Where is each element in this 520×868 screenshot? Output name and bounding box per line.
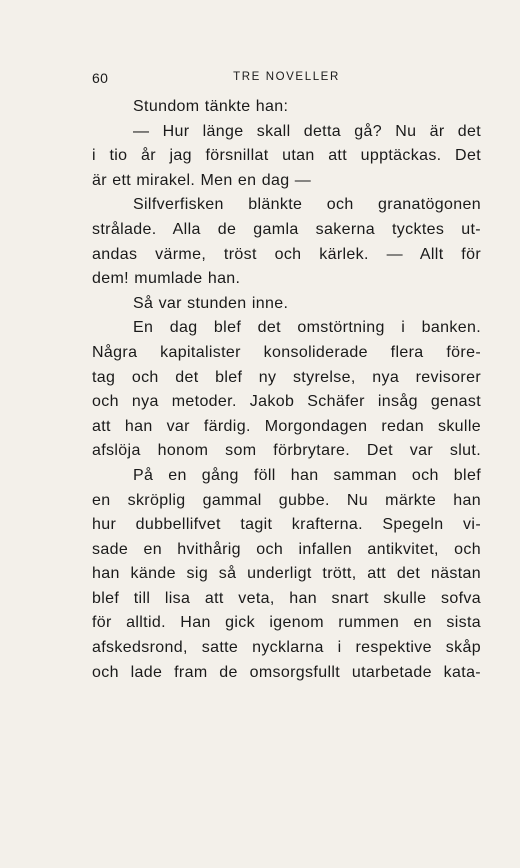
text-line: hur dubbellifvet tagit krafterna. Spegeln vi- [92,516,481,534]
page-number: 60 [92,70,109,86]
text-line: i tio år jag försnillat utan att upptäckas. Det [92,147,481,165]
text-line: tag och det blef ny styrelse, nya revisorer [92,368,481,386]
text-line: blef till lisa att veta, han snart skulle sofva [92,589,481,607]
text-line: och lade fram de omsorgsfullt utarbetade kata- [92,663,481,681]
text-line: afslöja honom som förbrytare. Det var slut. [92,442,481,460]
text-line: han kände sig så underligt trött, att det nästan [92,565,481,583]
text-line: Så var stunden inne. [133,294,289,312]
text-line: Stundom tänkte han: [133,98,289,115]
text-line: Silfverfisken blänkte och granatögonen [133,196,481,214]
text-line: en skröplig gammal gubbe. Nu märkte han [92,491,481,509]
text-line: är ett mirakel. Men en dag — [92,171,312,189]
running-title: TRE NOVELLER [233,71,340,83]
text-line: En dag blef det omstörtning i banken. [133,319,481,337]
text-line: för alltid. Han gick igenom rummen en sista [92,614,481,632]
text-line: dem! mumlade han. [92,270,241,288]
text-line: afskedsrond, satte nycklarna i respektive skåp [92,639,481,657]
text-line: strålade. Alla de gamla sakerna tycktes ut- [92,220,481,238]
text-line: och nya metoder. Jakob Schäfer insåg genast [92,393,481,411]
text-line: — Hur länge skall detta gå? Nu är det [133,122,481,140]
text-line: andas värme, tröst och kärlek. — Allt för [92,245,481,263]
text-line: sade en hvithårig och infallen antikvitet, och [92,540,481,558]
text-line: att han var färdig. Morgondagen redan skulle [92,417,481,435]
page-header [92,70,481,90]
text-line: Några kapitalister konsoliderade flera före- [92,343,481,361]
text-line: På en gång föll han samman och blef [133,466,481,484]
body-text [92,95,481,685]
